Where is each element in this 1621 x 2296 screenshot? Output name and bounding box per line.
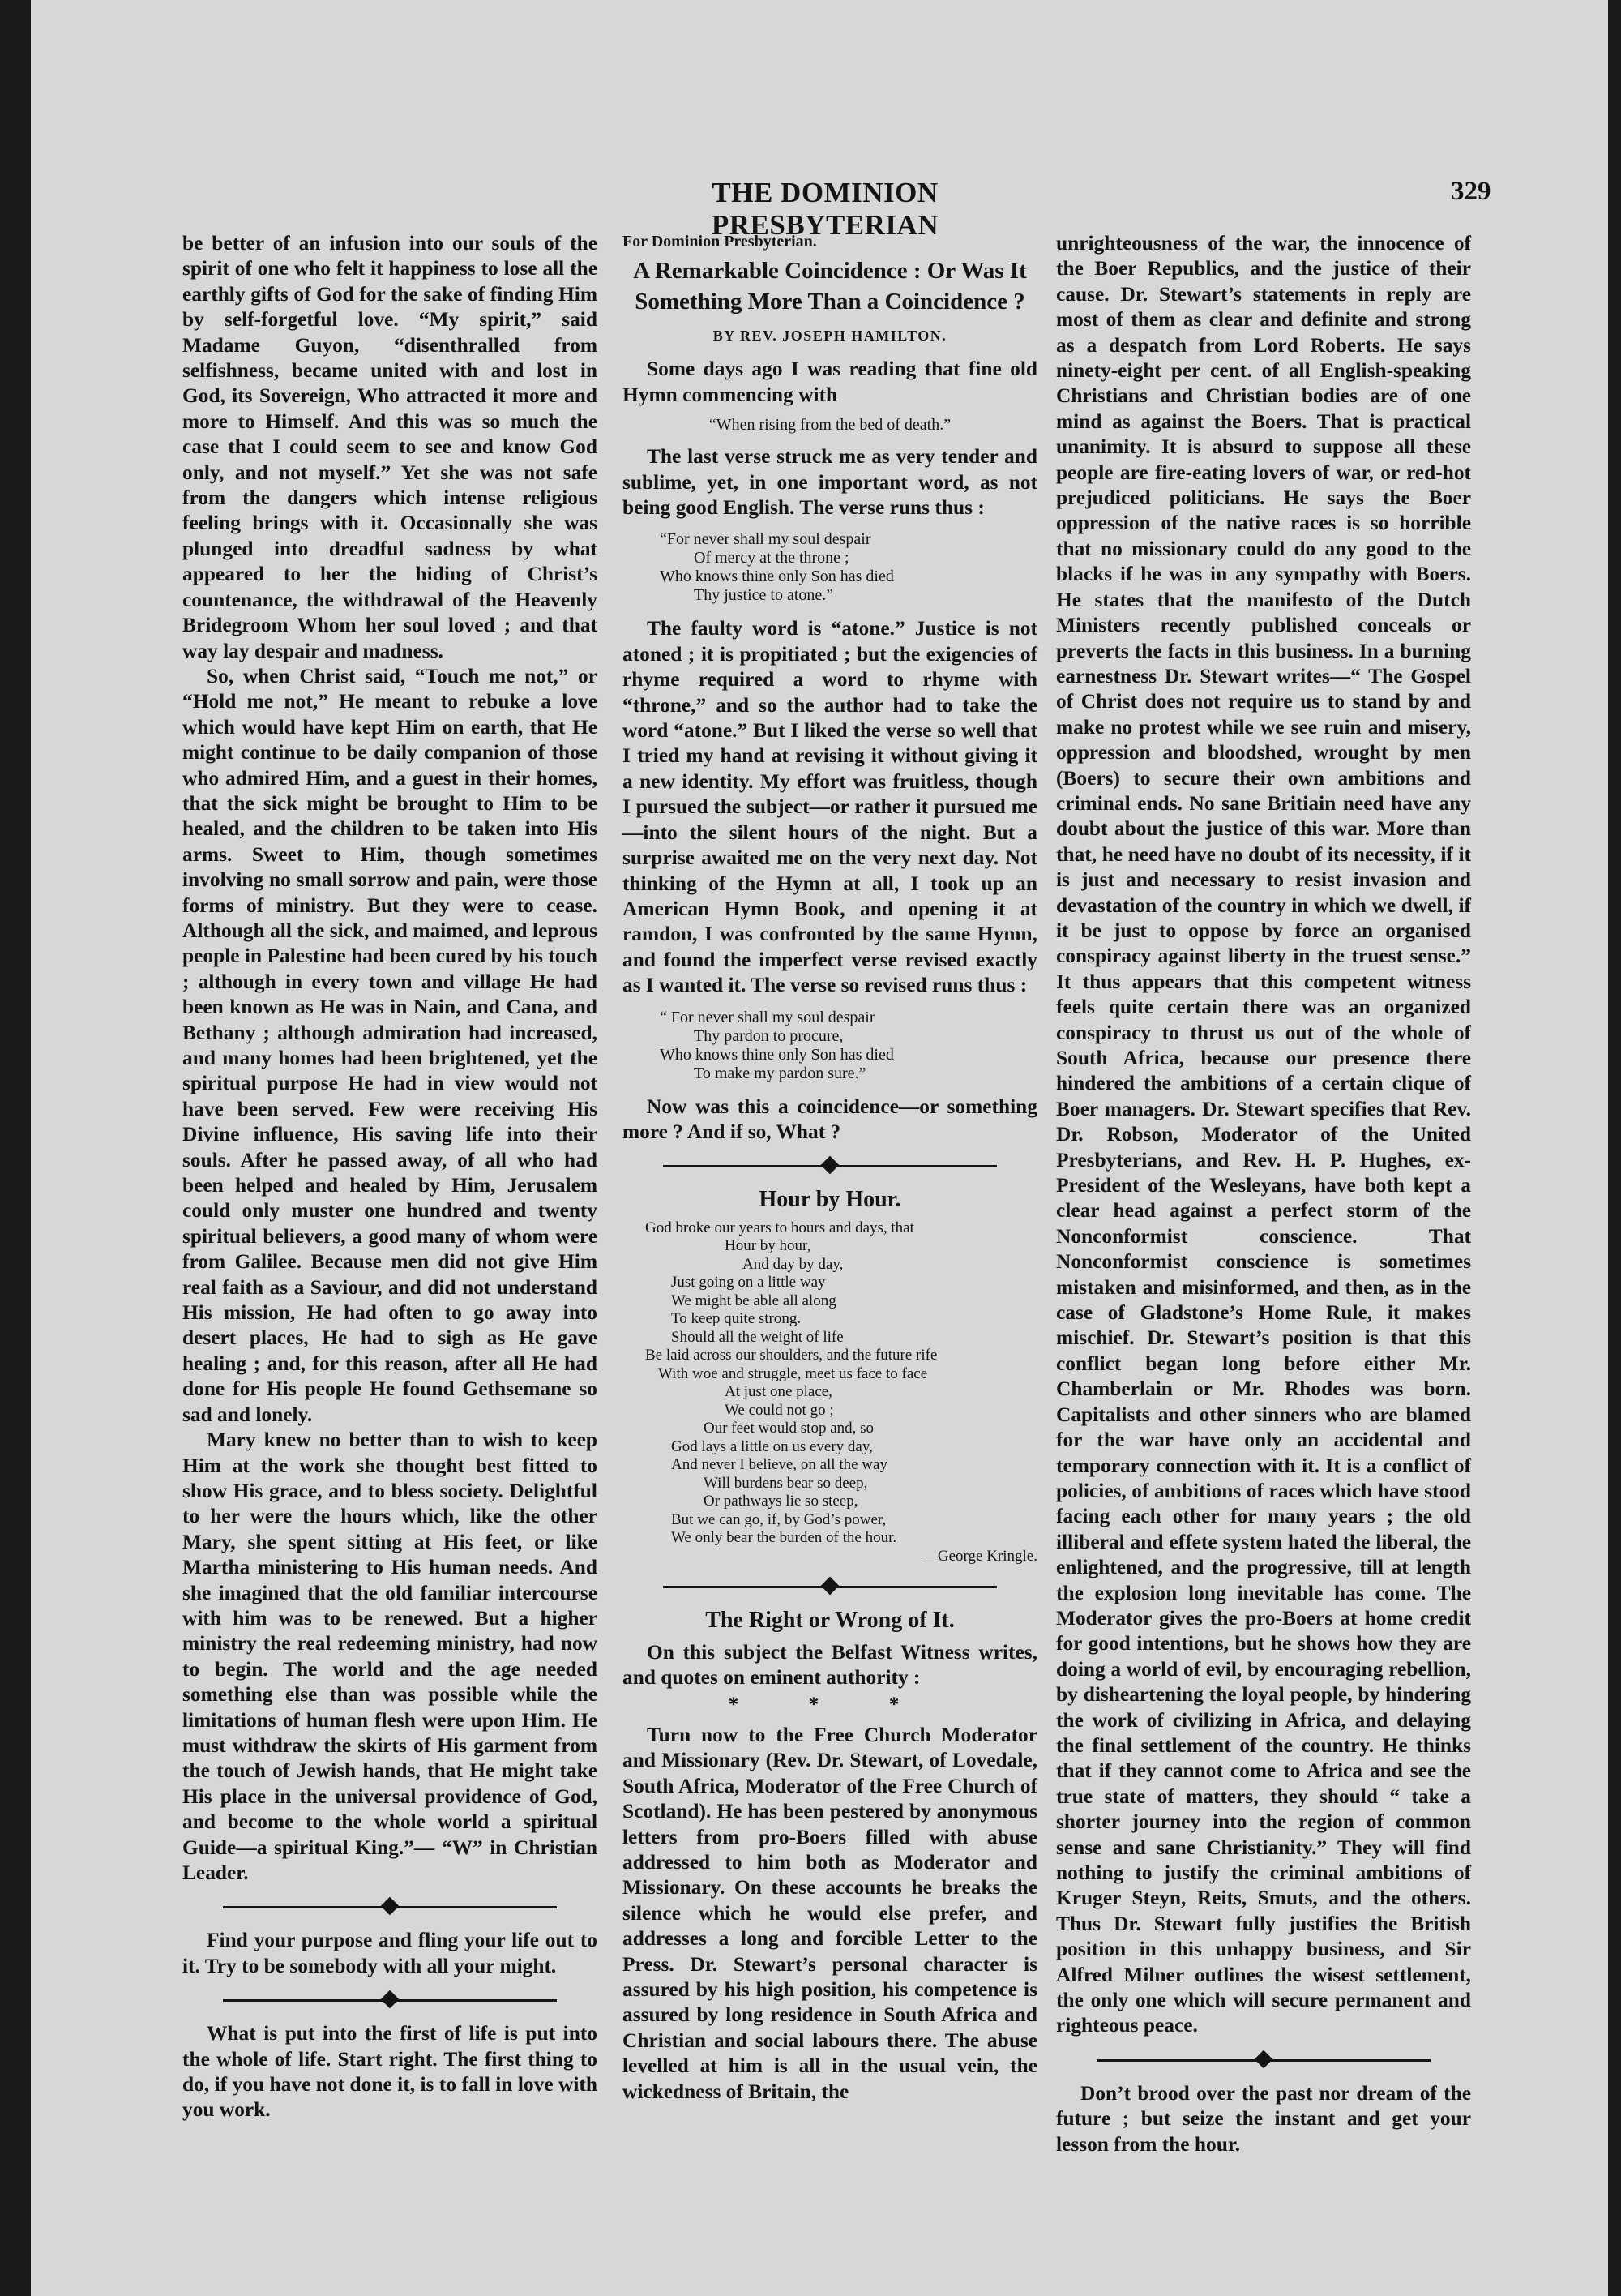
poem-line: Hour by hour, xyxy=(725,1237,811,1255)
section-divider xyxy=(223,1990,557,2010)
hymn-verse-revised xyxy=(622,1009,1037,1083)
poem-line: We might be able all along xyxy=(671,1292,836,1309)
poem-line: God broke our years to hours and days, that xyxy=(645,1219,914,1236)
paragraph: Mary knew no better than to wish to keep Him at the work she thought best fitted to show His grace, and to bless society. Delightful to her were the hours which, like the other Mary, she spent sitting at His feet, or like Martha ministering to His human needs. And she imagined that the old familiar intercourse with him was to be renewed. But a higher ministry the real redeeming ministry, had now to begin. The world and the age needed something else than was possible while the limitations of human flesh were upon Him. He must withdraw the skirts of His garment from the touch of Jewish hands, that He might take His place in the universal providence of God, and become to the whole world a spiritual Guide—a spiritual King.”— “W” in Christian Leader. xyxy=(182,1429,597,1884)
verse-line: “ For never shall my soul despair xyxy=(660,1008,875,1026)
poem-line: To keep quite strong. xyxy=(671,1310,802,1328)
newspaper-page xyxy=(31,0,1608,2296)
page-number: 329 xyxy=(1451,177,1491,206)
poem-line: Be laid across our shoulders, and the future rife xyxy=(645,1347,938,1364)
hymn-verse-original xyxy=(622,530,1037,605)
verse-line: Thy justice to atone.” xyxy=(694,586,834,605)
poem-line: But we can go, if, by God’s power, xyxy=(671,1510,887,1528)
poem-line: We only bear the burden of the hour. xyxy=(671,1529,897,1547)
verse-line: Thy pardon to procure, xyxy=(694,1026,844,1045)
paragraph: Find your purpose and fling your life out to it. Try to be somebody with all your might. xyxy=(182,1929,597,1977)
paragraph: Turn now to the Free Church Moderator and Missionary (Rev. Dr. Stewart, of Lovedale, South Africa, Moderator of the Free Church of Scotland). He has been pestered by anonymous letters from pro-Boers filled with abuse addressed to him both as Moderator and Missionary. On these accounts he breaks the silence which he would else prefer, and addresses a long and forcible Letter to the Press. Dr. Stewart’s personal character is assured by his high position, his competence is assured by long residence in South Africa and Christian and social labours there. The abuse levelled at him is all in the usual vein, the wickedness of Britain, the xyxy=(622,1723,1037,2103)
section-divider xyxy=(663,1156,997,1176)
poem-line: Should all the weight of life xyxy=(671,1328,844,1346)
poem-line: And never I believe, on all the way xyxy=(671,1456,887,1474)
poem-line: With woe and struggle, meet us face to face xyxy=(658,1364,928,1382)
article-label: For Dominion Presbyterian. xyxy=(622,233,817,251)
poem-line: Our feet would stop and, so xyxy=(704,1420,875,1437)
poem-line: Or pathways lie so steep, xyxy=(704,1493,858,1510)
paragraph: Now was this a coincidence—or something more ? And if so, What ? xyxy=(622,1094,1037,1143)
verse-line: Of mercy at the throne ; xyxy=(694,549,849,568)
poem-author: —George Kringle. xyxy=(922,1547,1037,1565)
paragraph: be better of an infusion into our souls of the spirit of one who felt it happiness to lose all the earthly gifts of God for the sake of finding Him by self-forgetful love. “My spirit,” said Madame Guyon, “disenthralled from selfishness, became united with and lost in God, its Sovereign, Who attracted it more and more to Himself. And this was so much the case that I could seem to see and know God only, and not myself.” Yet she was not safe from the dangers which intense religious feeling brings with it. Occasionally she was plunged into dreadful sadness by what appeared to her the hiding of Christ’s countenance, the withdrawal of the Heavenly Bridegroom Whom her soul loved ; and that way lay despair and madness. xyxy=(182,232,597,662)
poem-line: At just one place, xyxy=(725,1383,832,1401)
column-right xyxy=(1056,231,1471,2157)
paragraph: The last verse struck me as very tender and sublime, yet, in one important word, as not being good English. The verse runs thus : xyxy=(622,445,1037,520)
paragraph: What is put into the first of life is put into the whole of life. Start right. The first thing to do, if you have not done it, is to fall in love with you work. xyxy=(182,2022,597,2122)
column-left xyxy=(182,231,597,2123)
paragraph: Some days ago I was reading that fine old Hymn commencing with xyxy=(622,358,1037,406)
verse-line: Who knows thine only Son has died xyxy=(660,568,894,586)
verse-line: “For never shall my soul despair xyxy=(660,530,871,549)
verse-line: To make my pardon sure.” xyxy=(694,1064,866,1082)
section-divider xyxy=(1097,2050,1431,2070)
poem-title: Hour by Hour. xyxy=(759,1187,901,1213)
poem-line: Will burdens bear so deep, xyxy=(704,1474,868,1492)
verse-line: Who knows thine only Son has died xyxy=(660,1045,894,1064)
section-divider xyxy=(223,1897,557,1917)
paragraph: unrighteousness of the war, the innocence of the Boer Republics, and the justice of their cause. Dr. Stewart’s statements in reply are most of them as clear and definite and strong as a despatch from Lord Roberts. He says ninety-eight per cent. of all English-speaking Christians and Christian bodies are of one mind as against the Boers. That is practical unanimity. It is absurd to suppose all these people are fire-eating lovers of war, or red-hot prejudiced politicians. He says the Boer oppression of the native races is so horrible that no missionary could do any good to the blacks if he was in any sympathy with Boers. He states that the manifesto of the Dutch Ministers recently published conceals or preverts the facts in this business. In a burning earnestness Dr. Stewart writes—“ The Gospel of Christ does not require us to stand by and make no protest while we see ruin and misery, oppression and bloodshed, wrought by men (Boers) to secure their own ambitions and criminal ends. No sane Britiain need have any doubt about the justice of this war. More than that, he need have no doubt of its necessity, if it is just and necessary to resist invasion and devastation of the country in which we dwell, if it be just to oppose by force an organised conspiracy against liberty in the truest sense.” It thus appears that this competent witness feels quite certain there was an organized conspiracy to thrust us out of the whole of South Africa, because our presence there hindered the ambitions of a certain clique of Boer managers. Dr. Stewart specifies that Rev. Dr. Robson, Moderator of the United Presbyterians, and Rev. H. P. Hughes, ex-President of the Wesleyans, have both kept a clear head against a perfect storm of the Nonconformist conscience. That Nonconformist conscience is sometimes mistaken and misinformed, and then, as in the case of Gladstone’s Home Rule, it makes mischief. Dr. Stewart’s position is that this conflict began long before either Mr. Chamberlain or Mr. Rhodes was born. Capitalists and other sinners who are blamed for the war have only an accidental and temporary connection with it. It is a conflict of policies, of ambitions of races which have stood facing each other for many years ; the old illiberal and effete system hated the liberal, the enlightened, and the progressive, till at length the explosion long inevitable has come. The Moderator gives the pro-Boers at home credit for good intentions, but he shows how they are doing a world of evil, by encouraging rebellion, by disheartening the loyal people, by hindering the work of civilizing in Africa, and delaying the final settlement of the country. He thinks that if they cannot come to Africa and see the true state of matters, they should “ take a shorter journey into the region of common sense and sane Christianity.” They will find nothing to justify the criminal ambitions of Kruger Steyn, Reits, Smuts, and the others. Thus Dr. Stewart fully justifies the British position in this unhappy business, and Sir Alfred Milner outlines the wisest settlement, the only one which will secure permanent and righteous peace. xyxy=(1056,232,1471,2037)
section-stars: * * * xyxy=(728,1693,932,1716)
poem-line: Just going on a little way xyxy=(671,1274,826,1292)
paragraph: So, when Christ said, “Touch me not,” or “Hold me not,” He meant to rebuke a love which would have kept Him on earth, that He might continue to be daily companion of those who admired Him, and a guest in their homes, that the sick might be brought to Him to be healed, and the children to be taken into His arms. Sweet to Him, though sometimes involving no small sorrow and pain, were those forms of ministry. But they were to cease. Although all the sick, and maimed, and leprous people in Palestine had been cured by his touch ; although in every town and village He had been known as He was in Nain, and Cana, and Bethany ; although admiration had increased, and many homes had been brightened, yet the spiritual purpose He had in view would not have been served. Few were receiving His Divine influence, His saving life into their souls. After he passed away, of all who had been helped and healed by Him, Jerusalem could only muster one hundred and twenty spiritual believers, a good many of whom were from Galilee. Because men did not give Him real faith as a Saviour, and did not understand His mission, He had often to go away into desert places, He had to sigh as He gave healing ; and, for this reason, after all He had done for His people He found Gethsemane so sad and lonely. xyxy=(182,664,597,1426)
hymn-quote: “When rising from the bed of death.” xyxy=(708,416,952,435)
article-title: The Right or Wrong of It. xyxy=(705,1608,955,1634)
poem-line: And day by day, xyxy=(742,1255,844,1273)
publication-title: THE DOMINION PRESBYTERIAN xyxy=(711,177,939,241)
poem-line: God lays a little on us every day, xyxy=(671,1437,873,1455)
paragraph: The faulty word is “atone.” Justice is not atoned ; it is propitiated ; but the exigencies of rhyme required a word to rhyme with “throne,” and so the author had to take the word “atone.” But I liked the verse so well that I tried my hand at revising it without giving it a new identity. My effort was fruitless, though I pursued the subject—or rather it pursued me—into the silent hours of the night. But a surprise awaited me on the very next day. Not thinking of the Hymn at all, I took up an American Hymn Book, and opening it at ramdon, I was confronted by the same Hymn, and found the imperfect verse revised exactly as I wanted it. The verse so revised runs thus : xyxy=(622,617,1037,997)
column-middle xyxy=(622,231,1037,2105)
paragraph: On this subject the Belfast Witness writes, and quotes on eminent authority : xyxy=(622,1640,1037,1690)
section-divider xyxy=(663,1577,997,1596)
article-byline: BY REV. JOSEPH HAMILTON. xyxy=(712,328,947,344)
poem xyxy=(622,1219,1037,1566)
poem-line: We could not go ; xyxy=(725,1401,834,1419)
article-title: A Remarkable Coincidence : Or Was It Something More Than a Coincidence ? xyxy=(633,258,1027,315)
paragraph: Don’t brood over the past nor dream of the future ; but seize the instant and get your lesson from the hour. xyxy=(1056,2081,1471,2156)
